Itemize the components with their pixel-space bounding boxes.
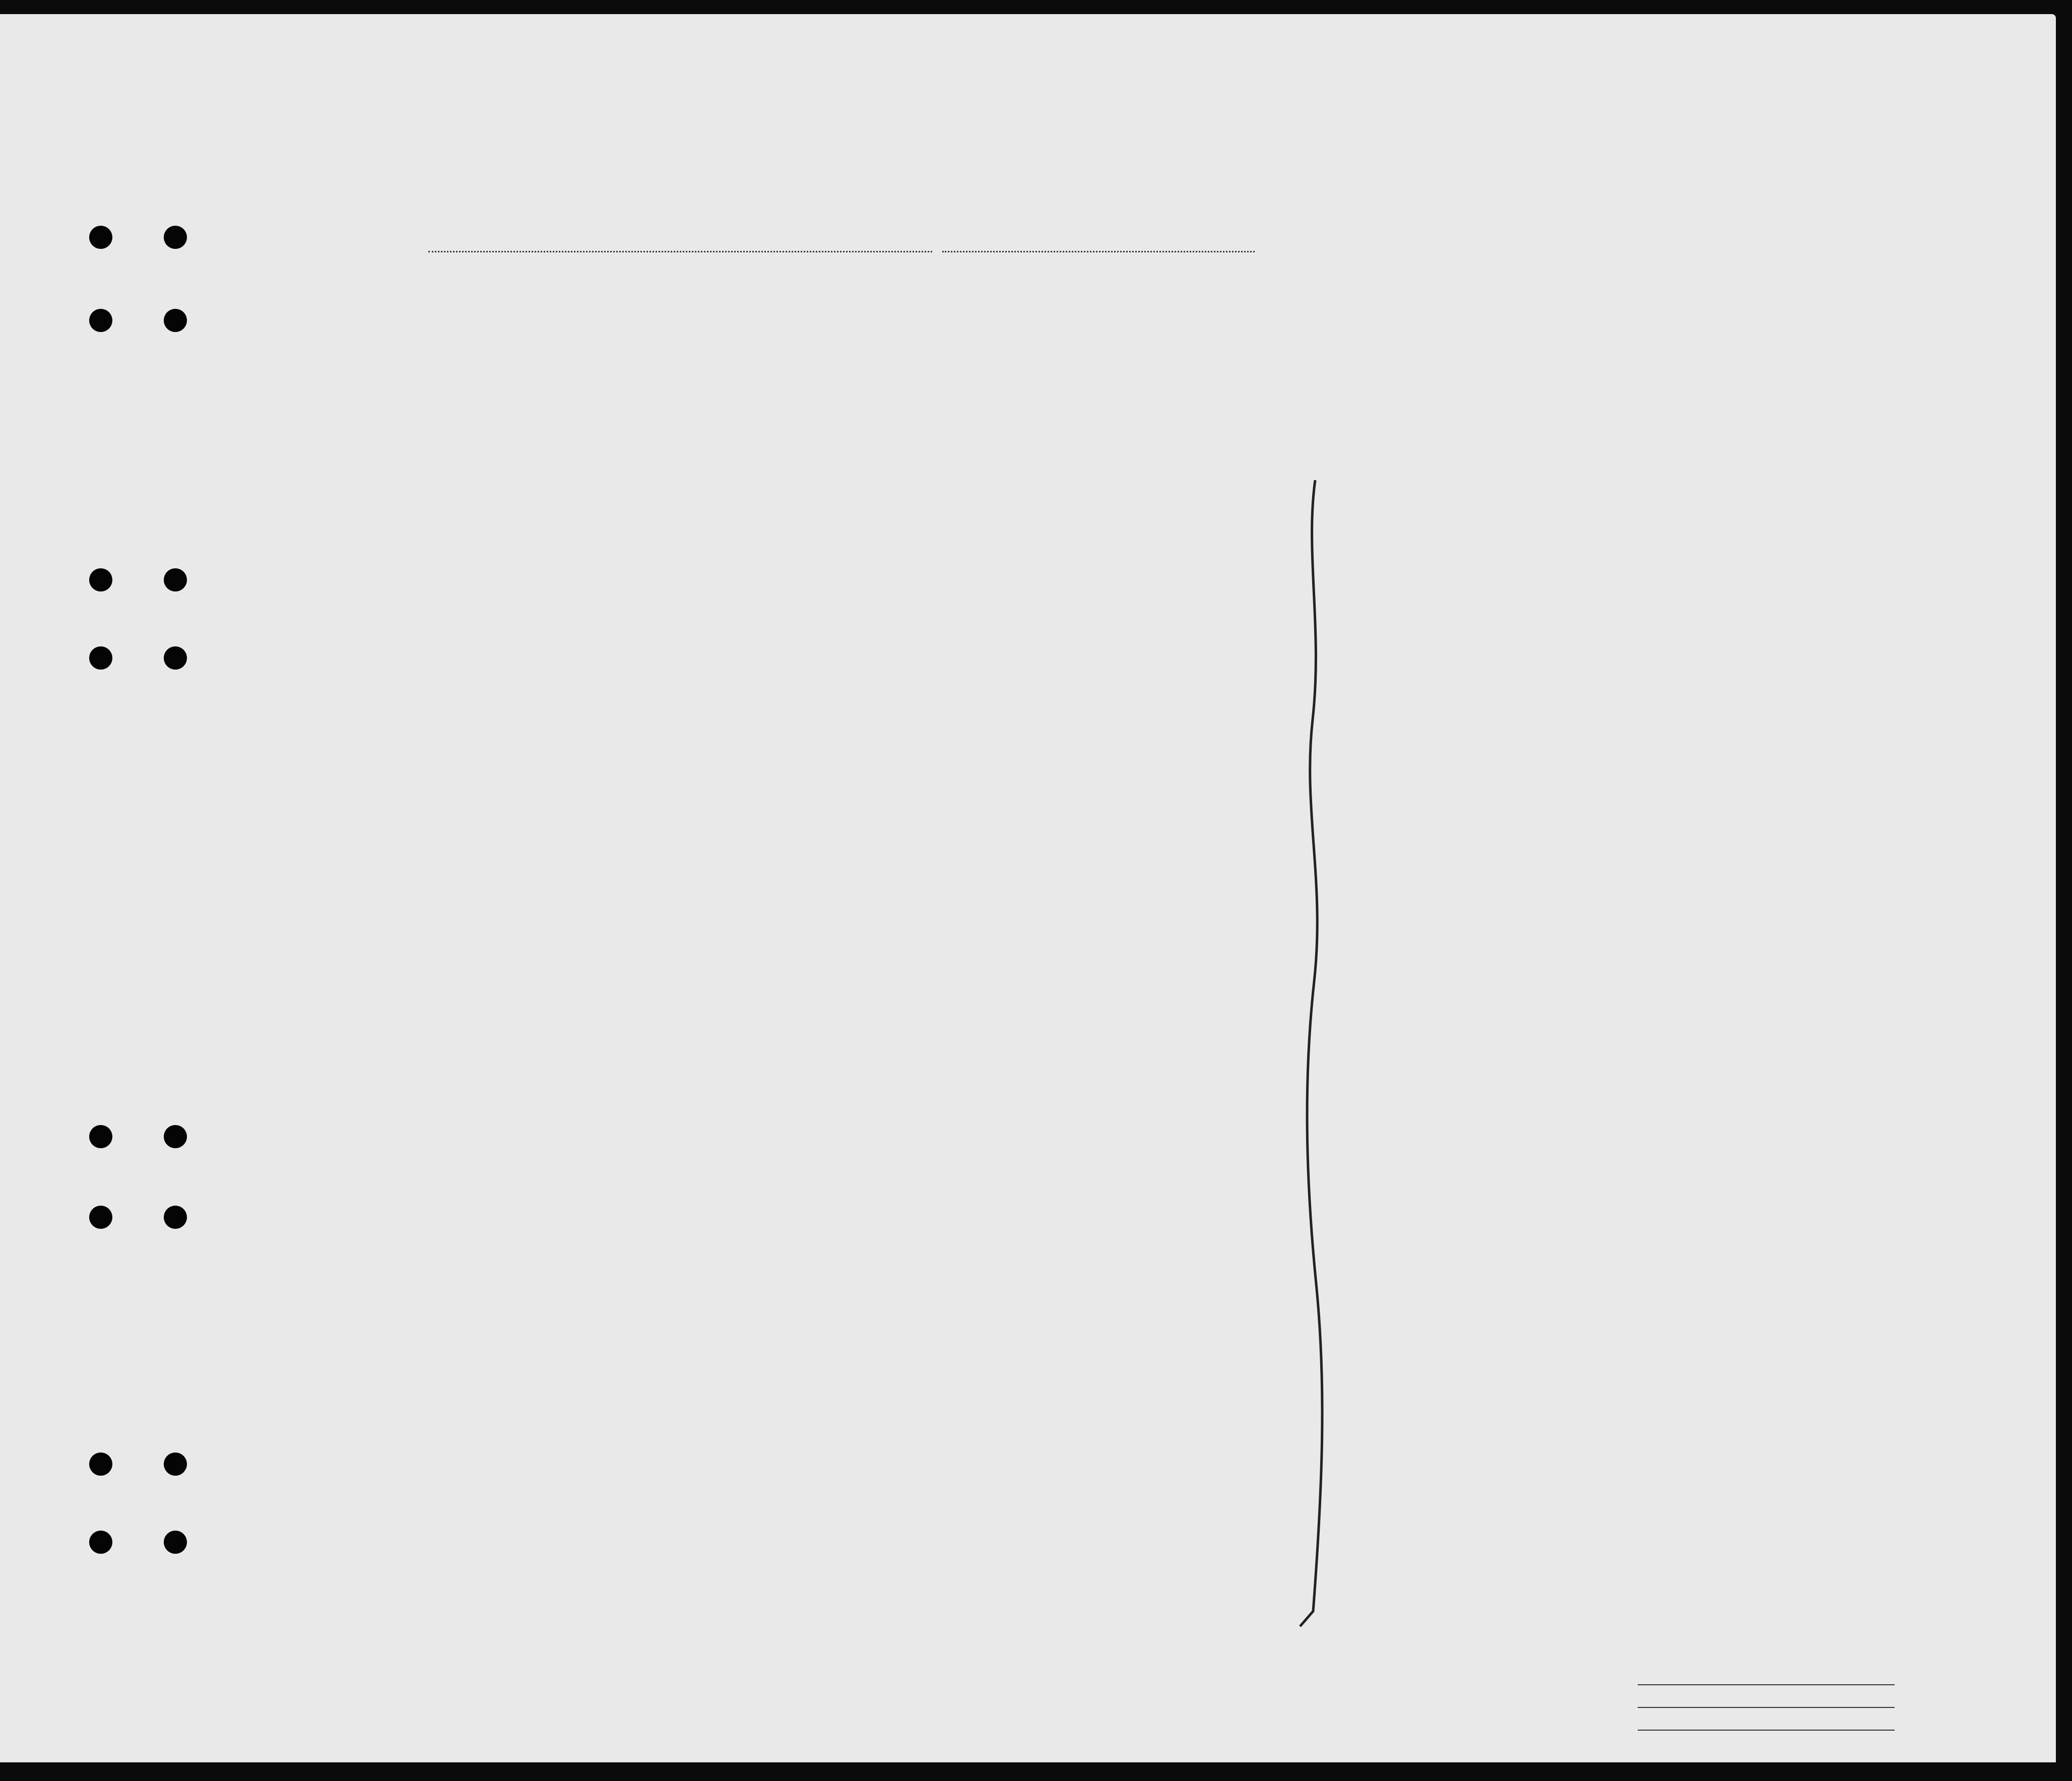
line-field (1638, 1684, 1895, 1685)
handwritten-bracket-line (1295, 478, 1335, 1631)
agents-field (1638, 1730, 1895, 1731)
owners-field (1638, 1707, 1895, 1708)
date-dotted-line (942, 251, 1255, 252)
manifest-sheet (0, 14, 2056, 1762)
port-dotted-line (428, 251, 932, 252)
